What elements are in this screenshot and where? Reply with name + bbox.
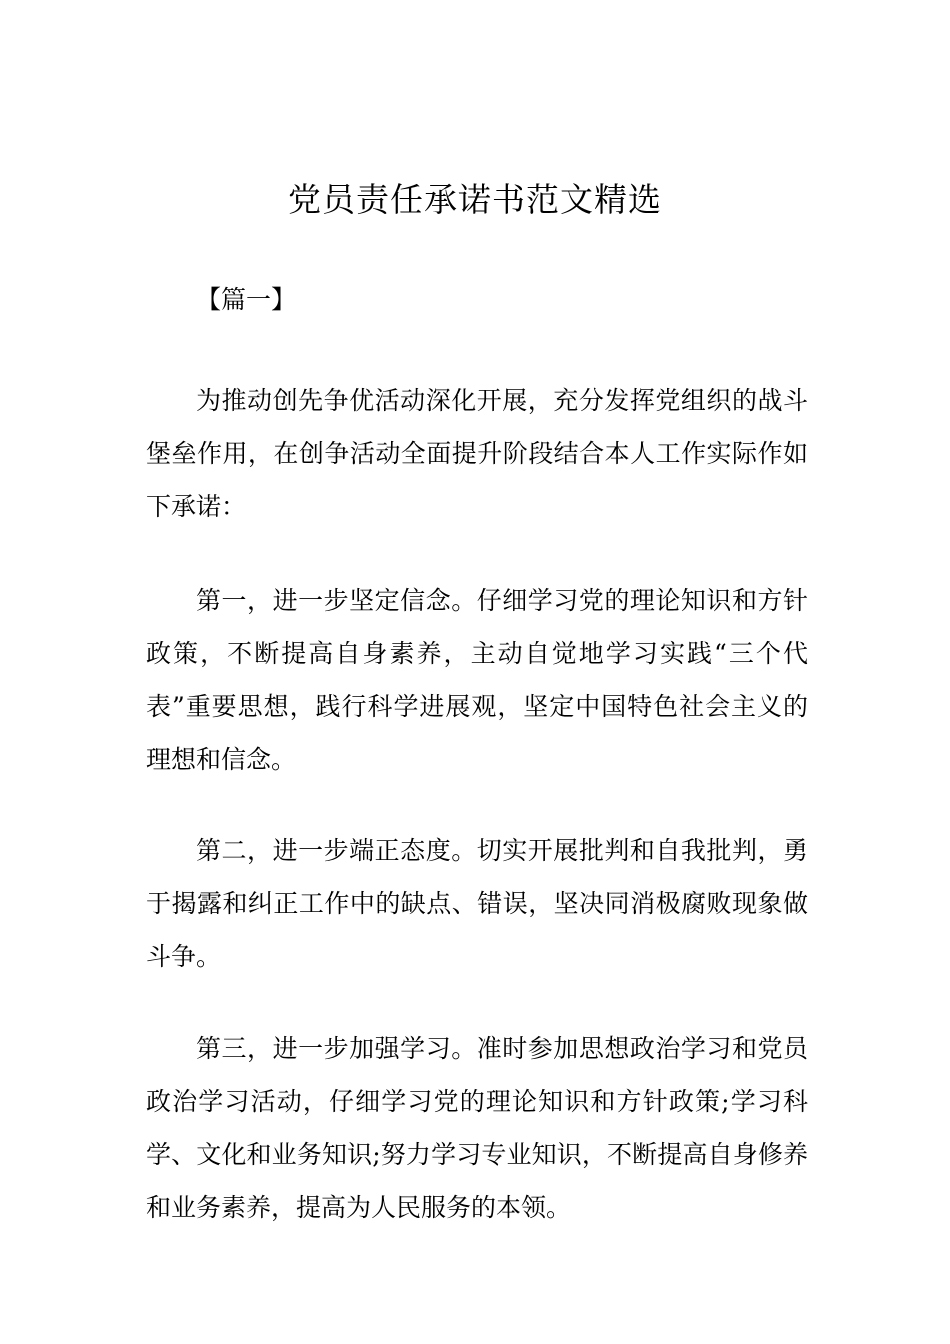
paragraph-intro: 为推动创先争优活动深化开展，充分发挥党组织的战斗堡垒作用，在创争活动全面提升阶段结合本人工作实际作如下承诺： bbox=[146, 386, 808, 521]
paragraph-second: 第二，进一步端正态度。切实开展批判和自我批判，勇于揭露和纠正工作中的缺点、错误，坚决同消极腐败现象做斗争。 bbox=[146, 836, 808, 971]
section-label: 【篇一】 bbox=[196, 285, 297, 314]
document-title: 党员责任承诺书范文精选 bbox=[288, 180, 662, 219]
paragraph-third: 第三，进一步加强学习。准时参加思想政治学习和党员政治学习活动，仔细学习党的理论知识和方针政策;学习科学、文化和业务知识;努力学习专业知识，不断提高自身修养和业务素养，提高为人民服务的本领。 bbox=[146, 1034, 808, 1222]
paragraph-first: 第一，进一步坚定信念。仔细学习党的理论知识和方针政策，不断提高自身素养，主动自觉地学习实践“三个代表”重要思想，践行科学进展观，坚定中国特色社会主义的理想和信念。 bbox=[146, 586, 808, 774]
